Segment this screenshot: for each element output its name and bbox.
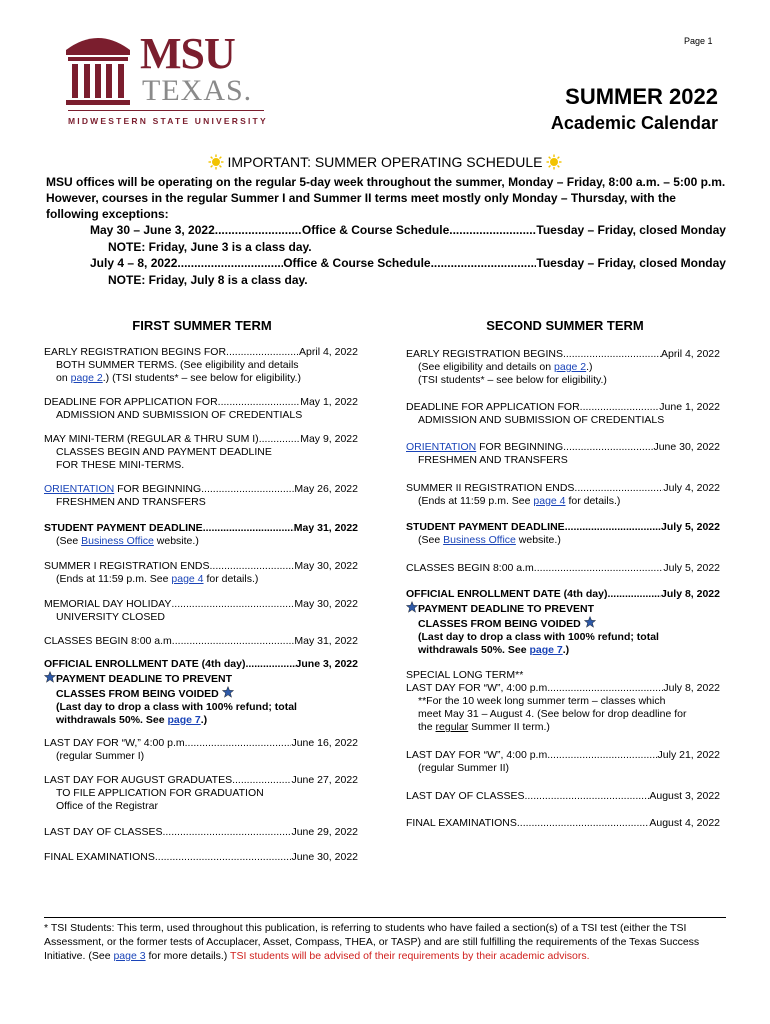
first-last-day-w: LAST DAY FOR “W,” 4:00 p.m. ..... June 16, 2022 (regular Summer I): [44, 737, 358, 763]
page-4-link[interactable]: page 4: [533, 495, 566, 507]
first-memorial-day: MEMORIAL DAY HOLIDAY ..... May 30, 2022 UNIVERSITY CLOSED: [44, 598, 358, 624]
exception-note: NOTE: Friday, July 8 is a class day.: [108, 273, 308, 287]
logo-msu-text: MSU: [140, 29, 235, 78]
second-special-long-term: SPECIAL LONG TERM** LAST DAY FOR “W”, 4:00 p.m. ..... July 8, 2022 **For the 10 week long summer term – classes which meet May 31 – August 4. (See below for drop deadline for the regular Summer II term.): [406, 669, 720, 734]
exception-note: NOTE: Friday, June 3 is a class day.: [108, 240, 312, 254]
page-title: SUMMER 2022: [565, 84, 718, 109]
first-last-day-classes: LAST DAY OF CLASSES ..... June 29, 2022: [44, 826, 358, 839]
first-registration-ends: SUMMER I REGISTRATION ENDS ..... May 30, 2022 (Ends at 11:59 p.m. See page 4 for details.): [44, 560, 358, 586]
second-orientation: ORIENTATION FOR BEGINNING ..... June 30, 2022 FRESHMEN AND TRANSFERS: [406, 441, 720, 467]
second-payment-deadline: STUDENT PAYMENT DEADLINE ..... July 5, 2022 (See Business Office website.): [406, 521, 720, 547]
second-registration-ends: SUMMER II REGISTRATION ENDS ..... July 4, 2022 (Ends at 11:59 p.m. See page 4 for details.): [406, 482, 720, 508]
msu-logo: [62, 24, 272, 136]
second-final-exams: FINAL EXAMINATIONS ..... August 4, 2022: [406, 817, 720, 830]
logo-university-text: MIDWESTERN STATE UNIVERSITY: [68, 116, 268, 126]
building-icon: [62, 28, 134, 108]
first-early-registration: EARLY REGISTRATION BEGINS FOR ..... April 4, 2022 BOTH SUMMER TERMS. (See eligibility and details on page 2.) (TSI students* – see below for eligibility.): [44, 346, 358, 385]
logo-texas-text: TEXAS.: [142, 74, 253, 107]
logo-rule: [68, 110, 264, 111]
star-icon: [584, 616, 596, 628]
page-2-link[interactable]: page 2: [70, 372, 103, 384]
business-office-link[interactable]: Business Office: [81, 535, 154, 547]
page-7-link[interactable]: page 7: [529, 644, 563, 656]
business-office-link[interactable]: Business Office: [443, 534, 516, 546]
page-4-link[interactable]: page 4: [171, 573, 204, 585]
star-icon: [222, 686, 234, 698]
footnote-advisor-note: TSI students will be advised of their requirements by their academic advisors.: [230, 950, 590, 962]
exception-row: May 30 – June 3, 2022 ..... Office & Course Schedule ..... Tuesday – Friday, closed Monday: [90, 223, 726, 237]
important-text: IMPORTANT: SUMMER OPERATING SCHEDULE: [227, 154, 543, 170]
page-subtitle: Academic Calendar: [550, 113, 718, 133]
exception-row: July 4 – 8, 2022 ..... Office & Course Schedule ..... Tuesday – Friday, closed Monday: [90, 256, 726, 270]
second-term-heading: SECOND SUMMER TERM: [486, 318, 644, 333]
sun-icon: [208, 154, 224, 170]
second-classes-begin: CLASSES BEGIN 8:00 a.m. ..... July 5, 2022: [406, 562, 720, 575]
second-last-day-classes: LAST DAY OF CLASSES ..... August 3, 2022: [406, 790, 720, 803]
first-final-exams: FINAL EXAMINATIONS ..... June 30, 2022: [44, 851, 358, 864]
star-icon: [406, 601, 418, 613]
orientation-link[interactable]: ORIENTATION: [406, 441, 477, 453]
second-last-day-w: LAST DAY FOR “W”, 4:00 p.m. ..... July 21, 2022 (regular Summer II): [406, 749, 720, 775]
sun-icon: [546, 154, 562, 170]
second-application-deadline: DEADLINE FOR APPLICATION FOR ..... June 1, 2022 ADMISSION AND SUBMISSION OF CREDENTIALS: [406, 401, 720, 427]
intro-paragraph: MSU offices will be operating on the regular 5-day week throughout the summer, Monday – Friday, 8:00 a.m. – 5:00 p.m. However, courses in the regular Summer I and Summer II terms meet mostly only Monday – Thursday, with the following exceptions:: [46, 175, 726, 221]
first-graduation-application: LAST DAY FOR AUGUST GRADUATES ..... June 27, 2022 TO FILE APPLICATION FOR GRADUATION Office of the Registrar: [44, 774, 358, 813]
orientation-link[interactable]: ORIENTATION: [44, 483, 115, 495]
first-enrollment-date: OFFICIAL ENROLLMENT DATE (4th day) ..... June 3, 2022 PAYMENT DEADLINE TO PREVENT CLASSES FROM BEING VOIDED (Last day to drop a class with 100% refund; total withdrawals 50%. See page 7.): [44, 658, 358, 727]
footnote: * TSI Students: This term, used throughout this publication, is referring to students who have failed a section(s) of a TSI test (either the TSI Assessment, or the former tests of Accuplacer, Asset, Compass, THEA, or TASP) and are still fulfilling the requirements of the Texas Success Initiative. (See page 3 for more details.) TSI students will be advised of their requirements by their academic advisors.: [44, 922, 700, 962]
page-2-link[interactable]: page 2: [554, 361, 587, 373]
footnote-rule: [44, 917, 726, 918]
first-classes-begin: CLASSES BEGIN 8:00 a.m. ..... May 31, 2022: [44, 635, 358, 648]
first-term-heading: FIRST SUMMER TERM: [132, 318, 272, 333]
second-enrollment-date: OFFICIAL ENROLLMENT DATE (4th day) ..... July 8, 2022 PAYMENT DEADLINE TO PREVENT CLASSES FROM BEING VOIDED (Last day to drop a class with 100% refund; total withdrawals 50%. See page 7.): [406, 588, 720, 657]
first-application-deadline: DEADLINE FOR APPLICATION FOR ..... May 1, 2022 ADMISSION AND SUBMISSION OF CREDENTIALS: [44, 396, 358, 422]
page-3-link[interactable]: page 3: [113, 950, 146, 962]
first-mini-term: MAY MINI-TERM (REGULAR & THRU SUM I) ..... May 9, 2022 CLASSES BEGIN AND PAYMENT DEADLINE FOR THESE MINI-TERMS.: [44, 433, 358, 472]
first-payment-deadline: STUDENT PAYMENT DEADLINE ..... May 31, 2022 (See Business Office website.): [44, 522, 358, 548]
second-early-registration: EARLY REGISTRATION BEGINS ..... April 4, 2022 (See eligibility and details on page 2.) (TSI students* – see below for eligibility.): [406, 348, 720, 387]
first-orientation: ORIENTATION FOR BEGINNING ..... May 26, 2022 FRESHMEN AND TRANSFERS: [44, 483, 358, 509]
important-heading: [0, 154, 770, 170]
page-number: Page 1: [684, 36, 713, 46]
star-icon: [44, 671, 56, 683]
page-7-link[interactable]: page 7: [167, 714, 201, 726]
